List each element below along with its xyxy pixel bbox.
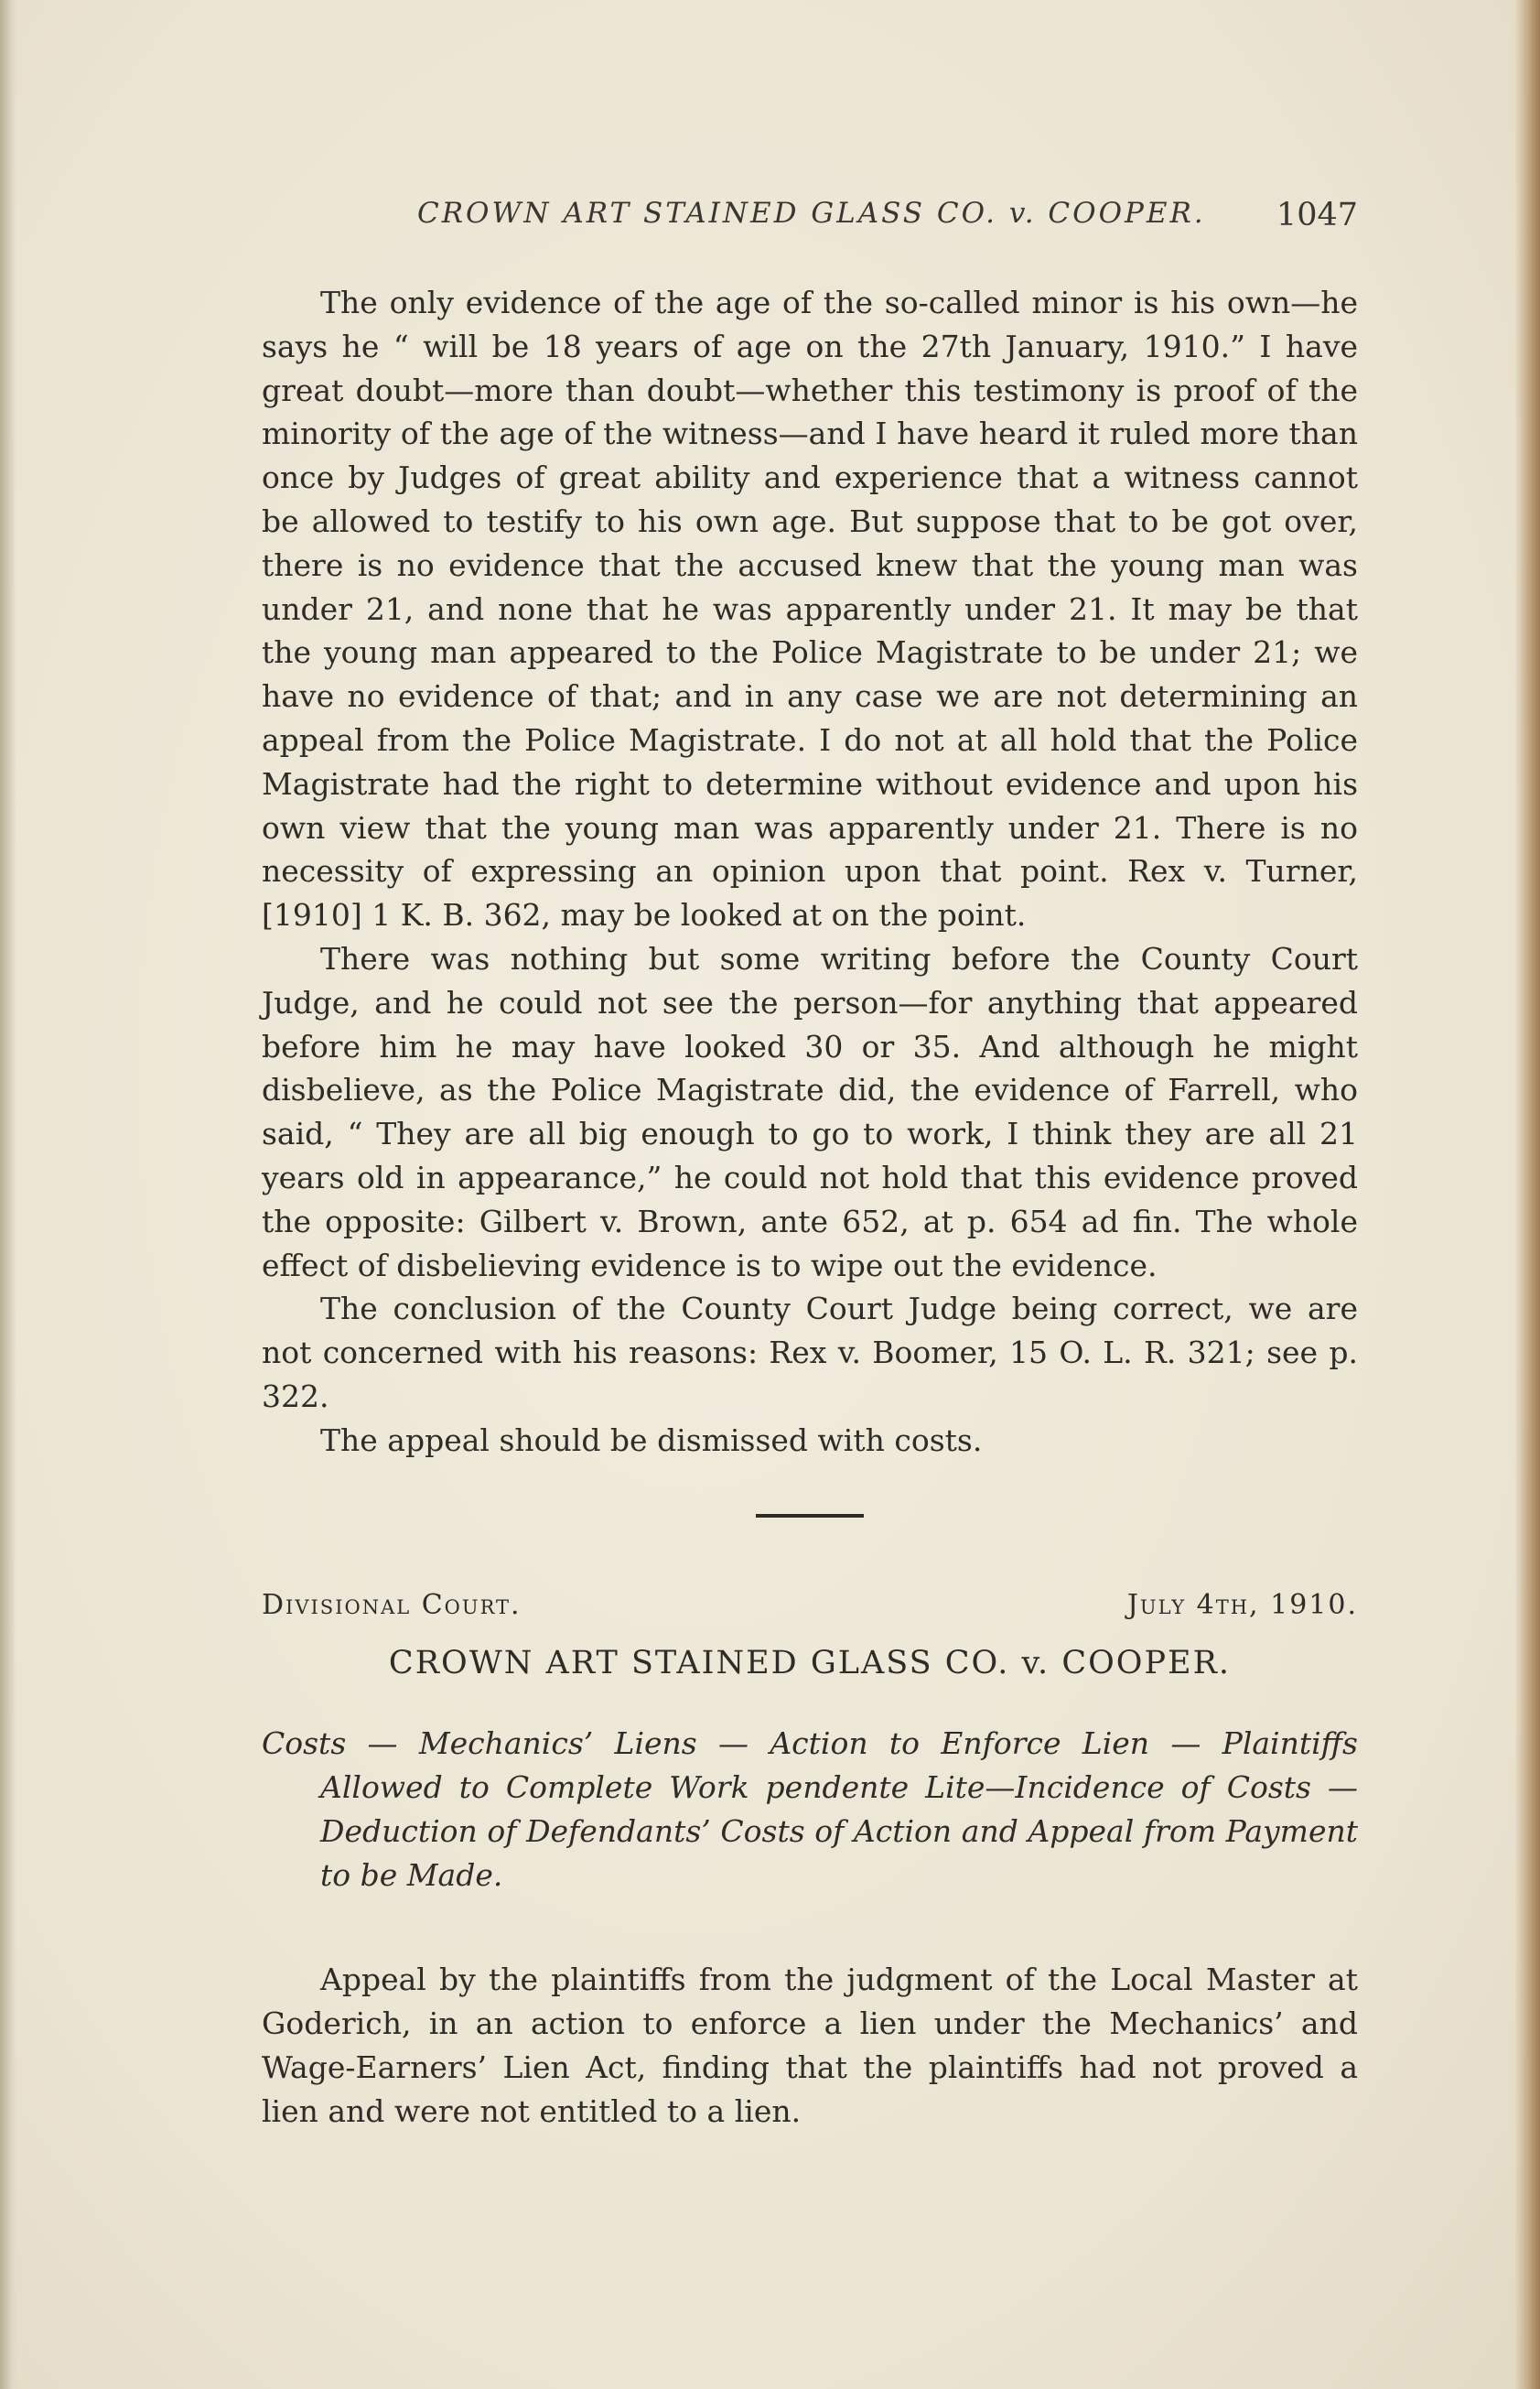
case-title: CROWN ART STAINED GLASS CO. v. COOPER. <box>388 1644 1232 1681</box>
paragraph-conclusion: The conclusion of the County Court Judge being correct, we are not concerned with his reasons: Rex v. Boomer, 15 O. L. R. 321; see p. 322. <box>262 1291 1358 1414</box>
page-number: 1047 <box>1276 197 1358 233</box>
headnote: Costs — Mechanics’ Liens — Action to Enforce Lien — Plaintiffs Allowed to Complete Work pendente Lite—Incidence of Costs —Deduction of Defendants’ Costs of Action and Appeal from Payment to be Made. <box>262 1724 1358 1893</box>
judgment-text <box>262 281 1358 1463</box>
court-name: Divisional Court. <box>262 1588 522 1621</box>
section-divider <box>756 1514 864 1518</box>
page-content <box>262 188 1358 2134</box>
running-head <box>262 188 1358 243</box>
right-page-edge <box>1514 0 1540 2389</box>
paragraph-disposition: The appeal should be dismissed with costs. <box>320 1422 983 1458</box>
running-head-title: CROWN ART STAINED GLASS CO. v. COOPER. <box>417 197 1206 230</box>
paragraph-county-court-judge: There was nothing but some writing before the County Court Judge, and he could not see the person—for anything that appeared before him he may have looked 30 or 35. And although he might disbelieve, as the Police Magistrate did, the evidence of Farrell, who said, “ They are all big enough to go to work, I think they are all 21 years old in appearance,” he could not hold that this evidence proved the opposite: Gilbert v. Brown, ante 652, at p. 654 ad fin. The whole effect of disbelieving evidence is to wipe out the evidence. <box>262 940 1358 1283</box>
decision-date: July 4th, 1910. <box>1126 1588 1358 1621</box>
left-page-edge <box>0 0 16 2389</box>
appeal-paragraph: Appeal by the plaintiffs from the judgment of the Local Master at Goderich, in an action to enforce a lien under the Mechanics’ and Wage-Earners’ Lien Act, finding that the plaintiffs had not proved a lien and were not entitled to a lien. <box>262 1961 1358 2129</box>
paragraph-age-evidence: The only evidence of the age of the so-called minor is his own—he says he “ will be 18 years of age on the 27th January, 1910.” I have great doubt—more than doubt—whether this testimony is proof of the minority of the age of the witness—and I have heard it ruled more than once by Judges of great ability and experience that a witness cannot be allowed to testify to his own age. But suppose that to be got over, there is no evidence that the accused knew that the young man was under 21, and none that he was apparently under 21. It may be that the young man appeared to the Police Magistrate to be under 21; we have no evidence of that; and in any case we are not determining an appeal from the Police Magistrate. I do not at all hold that the Police Magistrate had the right to determine without evidence and upon his own view that the young man was apparently under 21. There is no necessity of expressing an opinion upon that point. Rex v. Turner, [1910] 1 K. B. 362, may be looked at on the point. <box>262 285 1358 934</box>
court-line <box>262 1589 1358 1621</box>
